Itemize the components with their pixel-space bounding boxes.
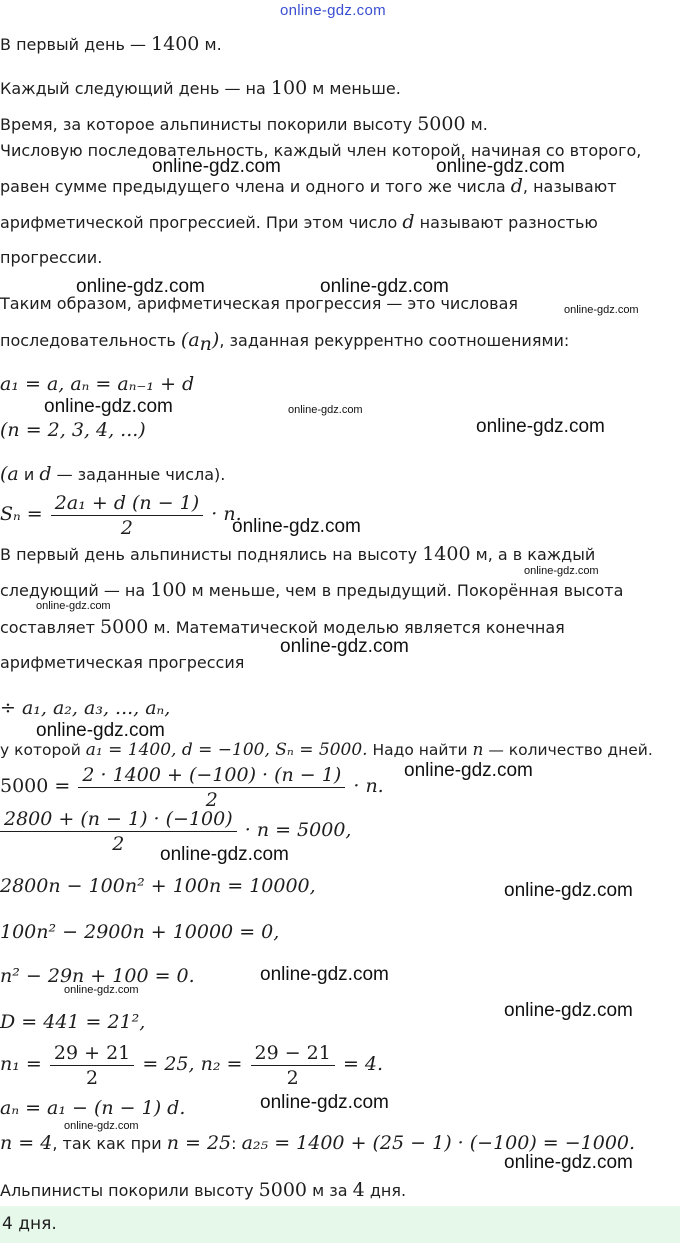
definition-text: равен сумме предыдущего члена и одного и того же числа xyxy=(0,177,511,196)
watermark: online-gdz.com xyxy=(320,276,449,297)
math-tail: · n. xyxy=(353,775,384,797)
watermark: online-gdz.com xyxy=(524,565,599,577)
model-text: м меньше, чем в предыдущий. Покорённая высота xyxy=(186,581,624,600)
definition-line-6 xyxy=(0,330,569,354)
watermark: online-gdz.com xyxy=(232,516,361,537)
intro-text: В первый день — xyxy=(0,35,152,54)
definition-line-1: Числовую последовательность, каждый член которой, начиная со второго, xyxy=(0,141,642,160)
watermark: online-gdz.com xyxy=(564,304,639,316)
root-2-fraction xyxy=(251,1042,335,1089)
model-number: 5000 xyxy=(100,616,149,638)
intro-text: Каждый следующий день — на xyxy=(0,79,271,98)
fraction-denominator: 2 xyxy=(286,1067,299,1089)
fraction-denominator: 2 xyxy=(205,789,218,811)
watermark: online-gdz.com xyxy=(504,1000,633,1021)
intro-line-2 xyxy=(0,78,401,99)
intro-text: м меньше. xyxy=(307,79,401,98)
math-n: n xyxy=(472,740,484,760)
definition-text: , называют xyxy=(522,177,617,196)
model-line-5 xyxy=(0,740,653,760)
nth-term-formula: aₙ = a₁ − (n − 1) d. xyxy=(0,1097,186,1119)
equation-5: n² − 29n + 100 = 0. xyxy=(0,965,195,987)
model-line-3 xyxy=(0,617,565,638)
watermark: online-gdz.com xyxy=(436,156,565,177)
discriminant: D = 441 = 21², xyxy=(0,1011,146,1033)
equation-1-fraction xyxy=(78,764,345,811)
definition-text: — заданные числа). xyxy=(51,465,226,484)
intro-text: Время, за которое альпинисты покорили высоту xyxy=(0,115,418,134)
equation-4: 100n² − 2900n + 10000 = 0, xyxy=(0,921,280,943)
math-sub: n xyxy=(199,333,212,356)
fraction-denominator: 2 xyxy=(86,1067,99,1089)
sum-fraction xyxy=(51,492,203,539)
definition-text: арифметической прогрессией. При этом число xyxy=(0,213,403,232)
fraction-denominator: 2 xyxy=(120,517,134,539)
watermark: online-gdz.com xyxy=(152,156,281,177)
math-d: d xyxy=(39,463,52,485)
watermark: online-gdz.com xyxy=(36,600,111,612)
math-check: a₂₅ = 1400 + (25 − 1) · (−100) = −1000. xyxy=(241,1132,636,1154)
math-lhs: Sₙ = xyxy=(0,503,43,525)
math-mid: = 25, n₂ = xyxy=(142,1053,243,1075)
watermark: online-gdz.com xyxy=(504,880,633,901)
model-text: — количество дней. xyxy=(483,741,653,759)
root-check xyxy=(0,1133,635,1154)
model-text: м, а в каждый xyxy=(470,545,596,564)
model-line-4: арифметическая прогрессия xyxy=(0,653,245,672)
watermark: online-gdz.com xyxy=(288,404,363,416)
math-paren: ) xyxy=(211,329,220,351)
solution-number: 5000 xyxy=(258,1179,308,1201)
definition-line-3 xyxy=(0,212,598,233)
watermark: online-gdz.com xyxy=(404,760,533,781)
solution-text: дня. xyxy=(364,1181,407,1200)
sum-formula xyxy=(0,492,242,539)
math-d: d xyxy=(402,211,415,233)
definition-line-5: Таким образом, арифметическая прогрессия — это числовая xyxy=(0,294,518,313)
intro-text: м. xyxy=(199,35,222,54)
model-text: м. Математической моделью является конечная xyxy=(148,618,565,637)
math-d: d xyxy=(510,175,523,197)
model-text: у которой xyxy=(0,741,86,759)
site-watermark: online-gdz.com xyxy=(280,2,386,19)
math-lhs: 5000 = xyxy=(0,775,71,797)
given-numbers xyxy=(0,464,225,485)
model-line-2 xyxy=(0,580,623,601)
math-given: a₁ = 1400, d = −100, Sₙ = 5000. xyxy=(85,740,368,760)
watermark: online-gdz.com xyxy=(64,984,139,996)
fraction-denominator: 2 xyxy=(112,833,125,855)
math-n: n = 4 xyxy=(0,1132,53,1154)
intro-line-1 xyxy=(0,34,222,55)
math-tail: = 4. xyxy=(342,1053,384,1075)
model-text: Надо найти xyxy=(367,741,473,759)
model-text: составляет xyxy=(0,618,101,637)
fraction-numerator: 29 + 21 xyxy=(50,1042,134,1066)
progression-sequence: ÷ a₁, a₂, a₃, ..., aₙ, xyxy=(0,697,171,719)
definition-text: , заданная рекуррентно соотношениями: xyxy=(219,331,570,350)
root-1-fraction xyxy=(50,1042,134,1089)
solution-text: , так как при xyxy=(52,1134,167,1153)
intro-number: 100 xyxy=(270,77,308,99)
model-line-1 xyxy=(0,544,595,565)
watermark: online-gdz.com xyxy=(160,844,289,865)
fraction-numerator: 2800 + (n − 1) · (−100) xyxy=(0,808,237,832)
fraction-numerator: 29 − 21 xyxy=(251,1042,335,1066)
definition-text: называют разностью xyxy=(414,213,598,232)
watermark: online-gdz.com xyxy=(260,1092,389,1113)
answer-label: 4 дня. xyxy=(2,1214,57,1234)
recurrence-range: (n = 2, 3, 4, ...) xyxy=(0,419,146,441)
math-a: (a xyxy=(0,463,19,485)
solution-number: 4 xyxy=(352,1179,365,1201)
math-tail: · n. xyxy=(211,503,242,525)
intro-text: м. xyxy=(465,115,488,134)
conclusion xyxy=(0,1180,406,1201)
watermark: online-gdz.com xyxy=(36,720,165,741)
definition-text: последовательность xyxy=(0,331,181,350)
definition-text: и xyxy=(18,465,40,484)
answer-box xyxy=(0,1206,680,1243)
math-n: n = 25 xyxy=(166,1132,232,1154)
intro-number: 1400 xyxy=(151,33,200,55)
watermark: online-gdz.com xyxy=(280,636,409,657)
equation-1 xyxy=(0,764,384,811)
equation-3: 2800n − 100n² + 100n = 10000, xyxy=(0,875,316,897)
fraction-numerator: 2 · 1400 + (−100) · (n − 1) xyxy=(78,764,345,788)
math-lhs: n₁ = xyxy=(0,1053,42,1075)
watermark: online-gdz.com xyxy=(260,964,389,985)
model-text: следующий — на xyxy=(0,581,151,600)
watermark: online-gdz.com xyxy=(44,396,173,417)
fraction-numerator: 2a₁ + d (n − 1) xyxy=(51,492,203,516)
watermark: online-gdz.com xyxy=(76,276,205,297)
solution-text: м за xyxy=(307,1181,353,1200)
intro-line-3 xyxy=(0,114,488,135)
watermark: online-gdz.com xyxy=(504,1152,633,1173)
definition-line-4: прогрессии. xyxy=(0,248,103,267)
solution-text: Альпинисты покорили высоту xyxy=(0,1181,259,1200)
math-tail: · n = 5000, xyxy=(244,819,352,841)
solution-text: : xyxy=(231,1134,242,1153)
roots xyxy=(0,1042,383,1089)
definition-line-2 xyxy=(0,176,617,197)
watermark: online-gdz.com xyxy=(64,1120,139,1132)
model-number: 1400 xyxy=(422,543,471,565)
model-number: 100 xyxy=(150,579,187,601)
intro-number: 5000 xyxy=(417,113,466,135)
watermark: online-gdz.com xyxy=(476,416,605,437)
model-text: В первый день альпинисты поднялись на высоту xyxy=(0,545,423,564)
recurrence-formula: a₁ = a, aₙ = aₙ₋₁ + d xyxy=(0,373,195,395)
math-seq: (a xyxy=(180,329,200,351)
